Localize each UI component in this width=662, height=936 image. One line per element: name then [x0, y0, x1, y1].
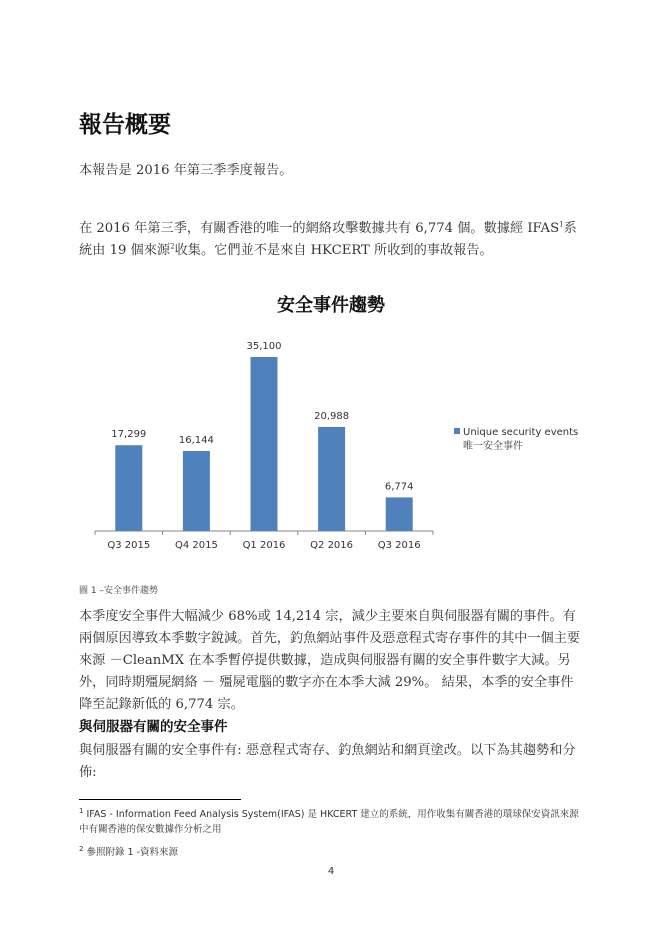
summary-text-part1: 在 2016 年第三季，有關香港的唯一的網絡攻擊數據共有 6,774 個。數據經 IFAS [79, 221, 560, 236]
section-paragraph: 與伺服器有關的安全事件有: 惡意程式寄存、釣魚網站和網頁塗改。以下為其趨勢和分佈: [79, 743, 576, 780]
footnote-1-number: 1 [79, 806, 84, 815]
security-events-chart [0, 320, 662, 560]
bar-value-label: 35,100 [246, 341, 282, 352]
legend-label-en: Unique security events [463, 427, 579, 438]
bar-q3-2016 [386, 497, 413, 531]
footnote-2-text: 參照附錄 1 -資料來源 [86, 847, 179, 858]
bar-value-label: 6,774 [384, 481, 414, 493]
footnote-1-text: IFAS - Information Feed Analysis System(IFAS) 是 HKCERT 建立的系統，用作收集有關香港的環球保安資訊來源中有關香港的保安數據作分析之用 [79, 809, 579, 835]
bar-q4-2015 [183, 451, 210, 531]
page-title: 報告概要 [79, 112, 171, 138]
footnote-1 [79, 807, 584, 837]
x-axis-tick-label: Q1 2016 [242, 540, 286, 551]
legend-swatch [454, 428, 460, 434]
footnote-divider [79, 799, 241, 800]
bar-q2-2016 [318, 427, 345, 531]
summary-text-part3: 收集。它們並不是來自 HKCERT 所收到的事故報告。 [174, 243, 493, 258]
section-heading: 與伺服器有關的安全事件 [79, 719, 228, 735]
x-axis-tick-label: Q2 2016 [310, 540, 354, 551]
bar-value-label: 20,988 [314, 410, 350, 422]
summary-paragraph [79, 218, 584, 262]
x-axis-tick-label: Q4 2015 [174, 540, 218, 551]
footnote-2-number: 2 [79, 844, 84, 853]
footnote-2 [79, 845, 584, 860]
page-number: 4 [327, 866, 335, 877]
x-axis-tick-label: Q3 2016 [377, 540, 421, 551]
figure-caption: 圖 1 –安全事件趨勢 [79, 586, 158, 596]
chart-title: 安全事件趨勢 [277, 295, 385, 316]
footnote-ref-2[interactable]: 2 [170, 242, 175, 251]
footnote-ref-1[interactable]: 1 [559, 220, 564, 229]
bar-value-label: 17,299 [111, 429, 147, 441]
intro-paragraph: 本報告是 2016 年第三季季度報告。 [79, 163, 293, 178]
legend-label-zh: 唯一安全事件 [463, 441, 523, 452]
bar-value-label: 16,144 [178, 434, 214, 446]
x-axis-tick-label: Q3 2015 [107, 540, 151, 551]
summary-text-part2: 系統由 19 個來源 [79, 221, 577, 258]
bar-q3-2015 [115, 445, 142, 531]
analysis-paragraph: 本季度安全事件大幅減少 68%或 14,214 宗，減少主要來自與伺服器有關的事件。有兩個原因導致本季數字銳減。首先，釣魚網站事件及惡意程式寄存事件的其中一個主要來源 －CleanMX 在本季暫停提供數據，造成與伺服器有關的安全事件數字大減。另外，同時期殭屍網絡 － 殭屍電腦的數字亦在本季大減 29%。 結果，本季的安全事件降至記錄新低的 6,774 宗。 [79, 609, 581, 712]
bar-q1-2016 [251, 357, 278, 531]
